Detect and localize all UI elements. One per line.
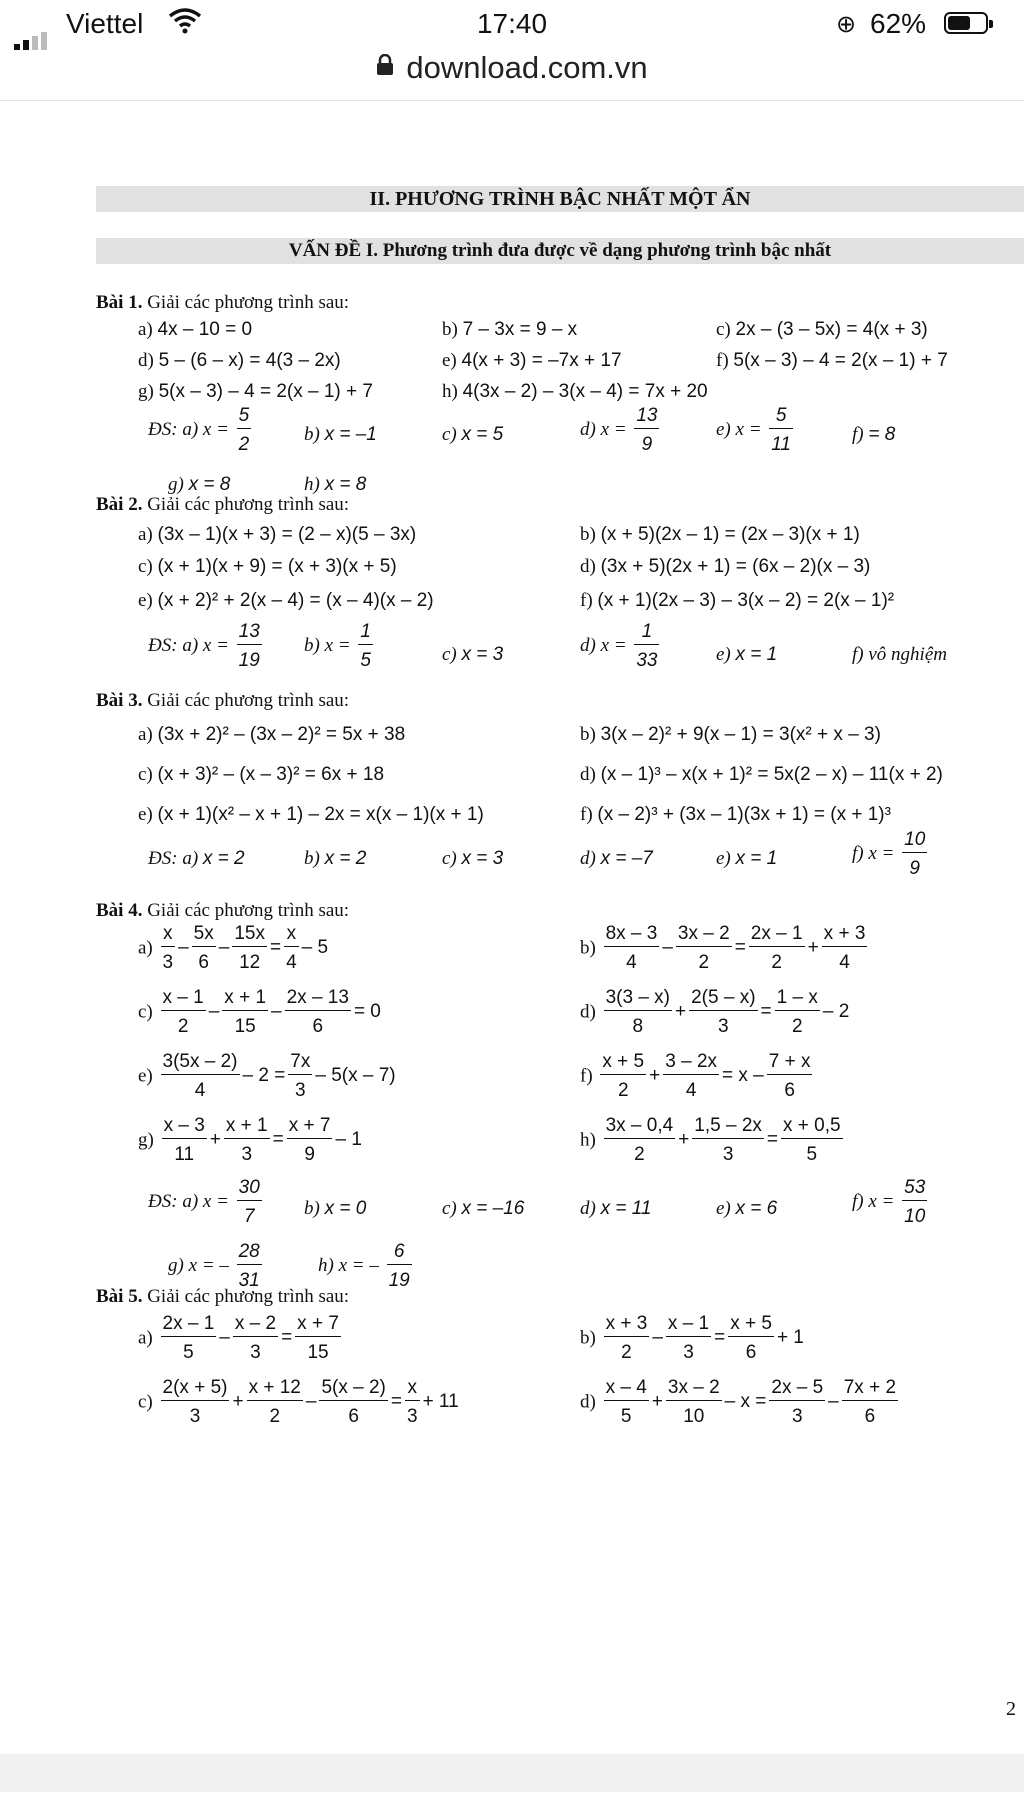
bai5-heading: Bài 5. Giải các phương trình sau:	[96, 1286, 350, 1307]
bai4-ans-f: f) x = $\frac{53}{10}$	[852, 1177, 926, 1227]
bai2-f: f) (x + 1)(2x – 3) – 3(x – 2) = 2(x – 1)²	[580, 590, 895, 611]
bai4-e: e) $\frac{3(5x - 2)}{4}$ – 2 = $\frac{7x}{3}$ – 5(x – 7)	[138, 1051, 396, 1101]
bai4-ans-a: ĐS: a) x = $\frac{30}{7}$	[148, 1177, 260, 1227]
bai5-a: a) $\frac{2x - 1}{5}$ – $\frac{x - 2}{3}$ = $\frac{x + 7}{15}$	[138, 1313, 339, 1363]
url-text[interactable]: download.com.vn	[406, 50, 648, 85]
battery-level-fill	[948, 16, 970, 30]
bai3-heading: Bài 3. Giải các phương trình sau:	[96, 690, 350, 711]
bai3-b: b) 3(x – 2)² + 9(x – 1) = 3(x² + x – 3)	[580, 724, 881, 745]
bai4-d: d) $\frac{3(3 - x)}{8}$ + $\frac{2(5 - x)}{3}$ = $\frac{1 - x}{2}$ – 2	[580, 987, 850, 1037]
bai1-heading: Bài 1. Giải các phương trình sau:	[96, 292, 350, 313]
bai4-c: c) $\frac{x - 1}{2}$ – $\frac{x + 1}{15}$ – $\frac{2x - 13}{6}$ = 0	[138, 987, 381, 1037]
battery-percent: 62%	[870, 8, 927, 39]
bai1-ans-f: f) = 8	[852, 424, 896, 445]
rotation-lock-icon: ⊕	[836, 11, 857, 38]
bai4-ans-g: g) x = – $\frac{28}{31}$	[168, 1241, 260, 1291]
bai2-ans-e: e) x = 1	[716, 644, 778, 665]
bai3-ans-a: ĐS: a) x = 2	[148, 848, 245, 869]
section-title: II. PHƯƠNG TRÌNH BẬC NHẤT MỘT ẨN	[96, 186, 1024, 212]
clock: 17:40	[476, 8, 548, 39]
bai1-d: d) 5 – (6 – x) = 4(3 – 2x)	[138, 350, 341, 371]
bai2-ans-c: c) x = 3	[442, 644, 504, 665]
bai1-ans-e: e) x = $\frac{5}{11}$	[716, 405, 791, 455]
bai3-a: a) (3x + 2)² – (3x – 2)² = 5x + 38	[138, 724, 406, 745]
bai2-c: c) (x + 1)(x + 9) = (x + 3)(x + 5)	[138, 556, 397, 577]
document-page	[0, 100, 1024, 1820]
bai3-ans-d: d) x = –7	[580, 848, 653, 869]
bai2-ans-d: d) x = $\frac{1}{33}$	[580, 621, 658, 671]
bai1-ans-b: b) x = –1	[304, 424, 377, 445]
bai1-ans-g: g) x = 8	[168, 474, 231, 495]
bai2-ans-a: ĐS: a) x = $\frac{13}{19}$	[148, 621, 260, 671]
bai1-g: g) 5(x – 3) – 4 = 2(x – 1) + 7	[138, 381, 373, 402]
bai1-a: a) 4x – 10 = 0	[138, 319, 253, 340]
bai4-b: b) $\frac{8x - 3}{4}$ – $\frac{3x - 2}{2}$ = $\frac{2x - 1}{2}$ + $\frac{x + 3}{4}$	[580, 923, 866, 973]
topic-title: VẤN ĐỀ I. Phương trình đưa được về dạng phương trình bậc nhất	[96, 238, 1024, 264]
bai1-ans-a: ĐS: a) x = $\frac{5}{2}$	[148, 405, 250, 455]
bai4-a: a) $\frac{x}{3}$ – $\frac{5x}{6}$ – $\frac{15x}{12}$ = $\frac{x}{4}$ – 5	[138, 923, 329, 973]
bai4-f: f) $\frac{x + 5}{2}$ + $\frac{3 - 2x}{4}$ = x – $\frac{7 + x}{6}$	[580, 1051, 811, 1101]
bai4-g: g) $\frac{x - 3}{11}$ + $\frac{x + 1}{3}$ = $\frac{x + 7}{9}$ – 1	[138, 1115, 362, 1165]
bai2-ans-b: b) x = $\frac{1}{5}$	[304, 621, 371, 671]
bai3-ans-f: f) x = $\frac{10}{9}$	[852, 829, 926, 879]
page-number: 2	[1006, 1698, 1016, 1720]
status-bar	[0, 0, 1024, 50]
bai1-ans-d: d) x = $\frac{13}{9}$	[580, 405, 658, 455]
bai4-h: h) $\frac{3x - 0,4}{2}$ + $\frac{1,5 - 2x}{3}$ = $\frac{x + 0,5}{5}$	[580, 1115, 841, 1165]
bai3-d: d) (x – 1)³ – x(x + 1)² = 5x(2 – x) – 11(x + 2)	[580, 764, 943, 785]
bai4-ans-c: c) x = –16	[442, 1198, 525, 1219]
bai3-f: f) (x – 2)³ + (3x – 1)(3x + 1) = (x + 1)³	[580, 804, 891, 825]
bai3-ans-b: b) x = 2	[304, 848, 367, 869]
bai5-d: d) $\frac{x - 4}{5}$ + $\frac{3x - 2}{10}$ – x = $\frac{2x - 5}{3}$ – $\frac{7x + 2}{6}$	[580, 1377, 897, 1427]
bai3-ans-c: c) x = 3	[442, 848, 504, 869]
bai1-f: f) 5(x – 3) – 4 = 2(x – 1) + 7	[716, 350, 948, 371]
bai4-ans-h: h) x = – $\frac{6}{19}$	[318, 1241, 410, 1291]
bai1-ans-h: h) x = 8	[304, 474, 367, 495]
bai2-e: e) (x + 2)² + 2(x – 4) = (x – 4)(x – 2)	[138, 590, 434, 611]
bai2-d: d) (3x + 5)(2x + 1) = (6x – 2)(x – 3)	[580, 556, 871, 577]
bai4-ans-d: d) x = 11	[580, 1198, 652, 1219]
bai4-heading: Bài 4. Giải các phương trình sau:	[96, 900, 350, 921]
padlock-icon	[376, 54, 394, 83]
bai3-c: c) (x + 3)² – (x – 3)² = 6x + 18	[138, 764, 385, 785]
bai2-a: a) (3x – 1)(x + 3) = (2 – x)(5 – 3x)	[138, 524, 417, 545]
bai4-ans-b: b) x = 0	[304, 1198, 367, 1219]
bai3-ans-e: e) x = 1	[716, 848, 778, 869]
battery-icon	[944, 12, 988, 34]
bai2-ans-f: f) vô nghiệm	[852, 644, 947, 665]
carrier-name: Viettel	[66, 8, 144, 39]
page-separator	[0, 1754, 1024, 1792]
bai5-c: c) $\frac{2(x + 5)}{3}$ + $\frac{x + 12}{2}$ – $\frac{5(x - 2)}{6}$ = $\frac{x}{3}$ + 11	[138, 1377, 459, 1427]
bai1-ans-c: c) x = 5	[442, 424, 504, 445]
bai1-b: b) 7 – 3x = 9 – x	[442, 319, 578, 340]
bai3-e: e) (x + 1)(x² – x + 1) – 2x = x(x – 1)(x + 1)	[138, 804, 484, 825]
bai5-b: b) $\frac{x + 3}{2}$ – $\frac{x - 1}{3}$ = $\frac{x + 5}{6}$ + 1	[580, 1313, 804, 1363]
bai1-h: h) 4(3x – 2) – 3(x – 4) = 7x + 20	[442, 381, 708, 402]
bai1-c: c) 2x – (3 – 5x) = 4(x + 3)	[716, 319, 928, 340]
address-bar[interactable]	[0, 50, 1024, 101]
bai2-b: b) (x + 5)(2x – 1) = (2x – 3)(x + 1)	[580, 524, 860, 545]
bai2-heading: Bài 2. Giải các phương trình sau:	[96, 494, 350, 515]
bai4-ans-e: e) x = 6	[716, 1198, 778, 1219]
bai1-e: e) 4(x + 3) = –7x + 17	[442, 350, 622, 371]
